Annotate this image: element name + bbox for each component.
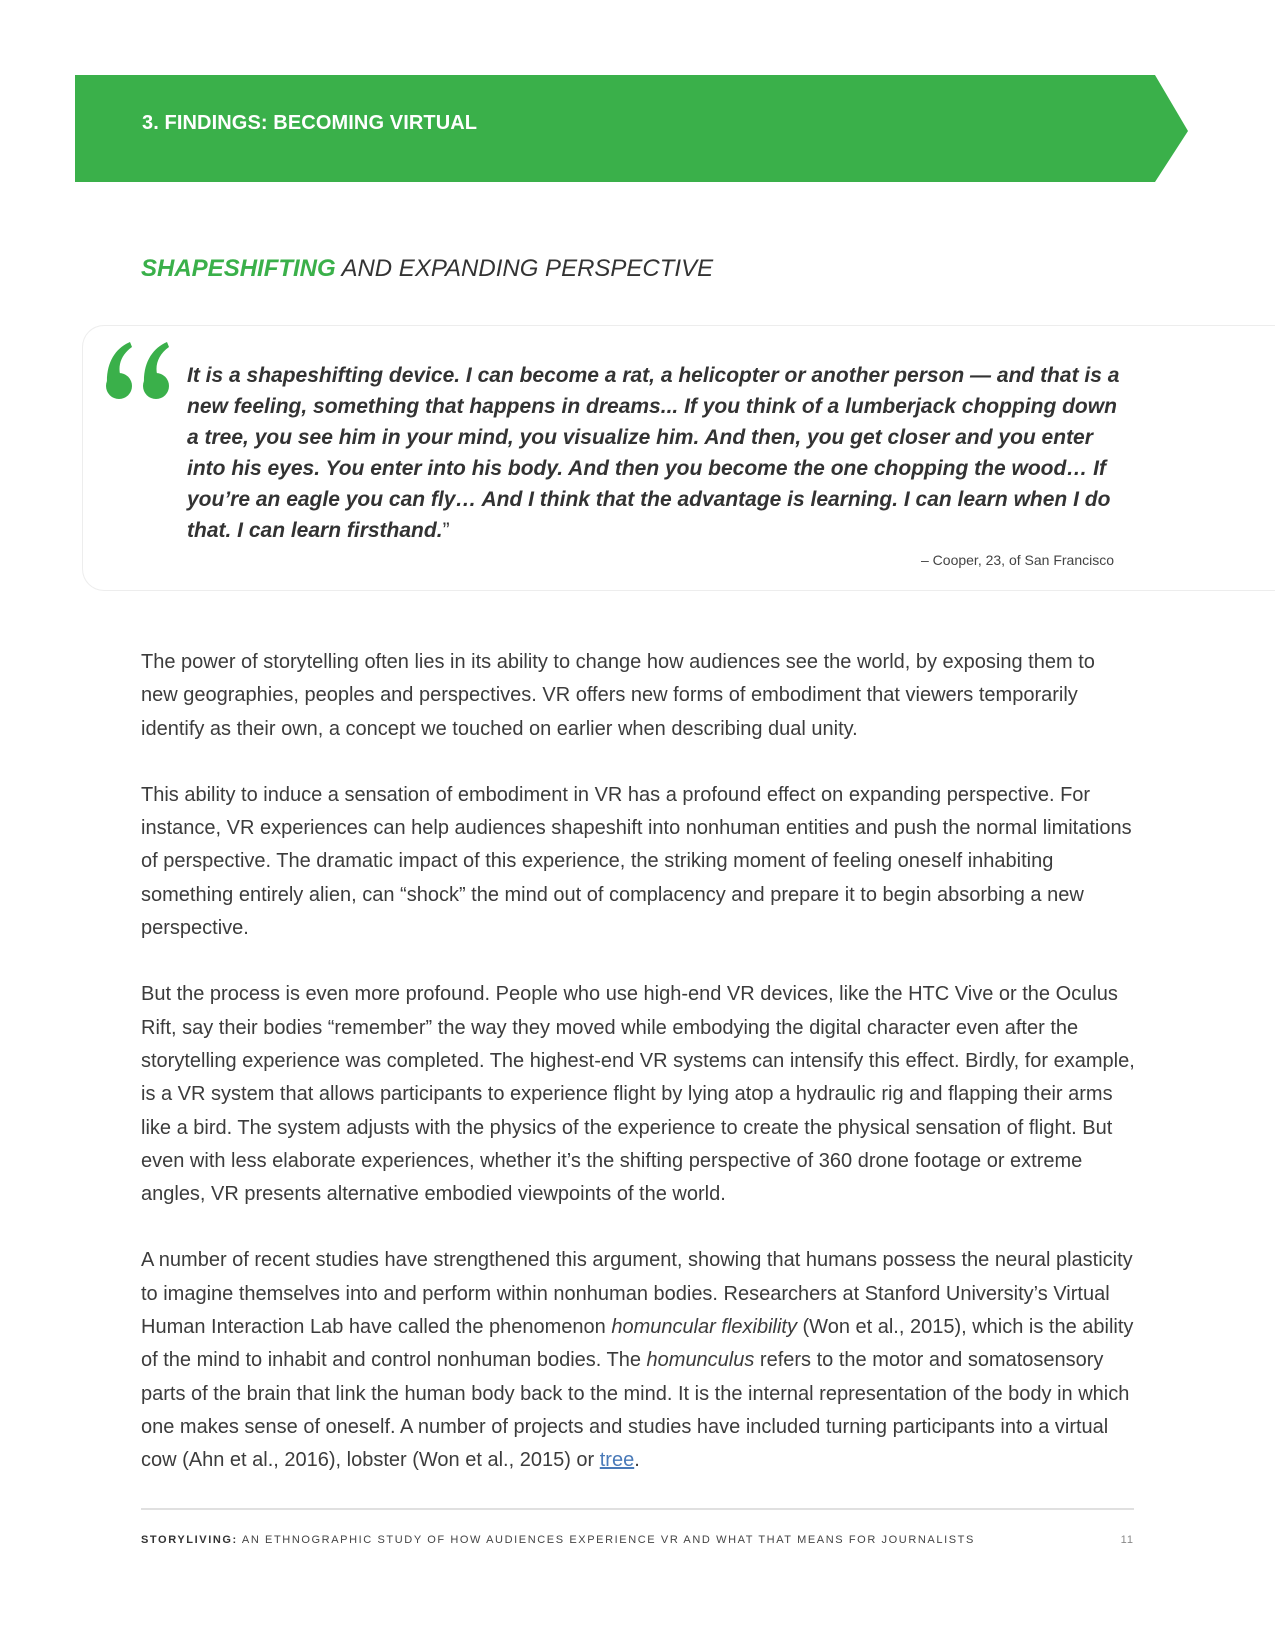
section-heading-rest: AND EXPANDING PERSPECTIVE	[335, 255, 714, 282]
p4-text-a: A number of recent studies have strengthened this argument, showing that humans possess the neural plasticity to imagine themselves into and perform within nonhuman bodies. Researchers at Stanford University’s Virtual Human Interaction Lab have called the phenomenon	[141, 1249, 1133, 1339]
body-paragraph-3: But the process is even more profound. People who use high-end VR devices, like the HTC Vive or the Oculus Rift, say their bodies “remember” the way they moved while embodying the digital character even after the storytelling experience was completed. The highest-end VR systems can intensify this effect. Birdly, for example, is a VR system that allows participants to experience flight by lying atop a hydraulic rig and flapping their arms like a bird. The system adjusts with the physics of the experience to create the physical sensation of flight. But even with less elaborate experiences, whether it’s the shifting perspective of 360 drone footage or extreme angles, VR presents alternative embodied viewpoints of the world.	[141, 983, 1135, 1206]
body-paragraph-1: The power of storytelling often lies in its ability to change how audiences see the world, by exposing them to new geographies, peoples and perspectives. VR offers new forms of embodiment that viewers temporarily identify as their own, a concept we touched on earlier when describing dual unity.	[141, 651, 1095, 740]
body-paragraph-2: This ability to induce a sensation of embodiment in VR has a profound effect on expanding perspective. For instance, VR experiences can help audiences shapeshift into nonhuman entities and push the normal limitations of perspective. The dramatic impact of this experience, the striking moment of feeling oneself inhabiting something entirely alien, can “shock” the mind out of complacency and prepare it to begin absorbing a new perspective.	[141, 783, 1132, 940]
body-content	[141, 646, 1137, 1511]
tree-link[interactable]: tree	[599, 1449, 635, 1472]
footer-divider	[141, 1508, 1134, 1510]
open-quote-icon	[104, 340, 176, 404]
p4-text-c: refers to the motor and somatosensory parts of the brain that link the human body back to the mind. It is the internal representation of the body in which one makes sense of oneself. A number of projects and studies have included turning participants into a virtual cow (Ahn et al., 2016), lobster (Won et al., 2015) or	[141, 1349, 1130, 1472]
footer-running-title	[141, 1534, 975, 1546]
quote-body: It is a shapeshifting device. I can become a rat, a helicopter or another person — and that is a new feeling, something that happens in dreams... If you think of a lumberjack chopping down a tree, you see him in your mind, you visualize him. And then, you get closer and you enter into his eyes. You enter into his body. And then you become the one chopping the wood… If you’re an eagle you can fly… And I think that the advantage is learning. I can learn when I do that. I can learn firsthand.	[187, 364, 1120, 542]
p4-text-end: .	[634, 1449, 640, 1472]
quote-attribution: – Cooper, 23, of San Francisco	[921, 552, 1114, 568]
body-paragraph-4	[141, 1244, 1137, 1477]
section-banner	[75, 75, 1200, 182]
p4-text-b: (Won et al., 2015), which is the ability of the mind to inhabit and control nonhuman bodies. The	[141, 1316, 1134, 1372]
term-homunculus: homunculus	[646, 1349, 755, 1372]
footer-brand: STORYLIVING:	[141, 1534, 238, 1546]
term-homuncular-flexibility: homuncular flexibility	[611, 1316, 797, 1339]
close-quote-mark: ”	[442, 519, 450, 542]
chapter-title: 3. FINDINGS: BECOMING VIRTUAL	[142, 112, 478, 134]
pull-quote-text	[187, 360, 1122, 546]
section-heading	[141, 255, 713, 283]
footer-subtitle: AN ETHNOGRAPHIC STUDY OF HOW AUDIENCES EXPERIENCE VR AND WHAT THAT MEANS FOR JOURNALISTS	[237, 1534, 975, 1546]
page-number: 11	[1120, 1534, 1134, 1546]
section-heading-accent: SHAPESHIFTING	[141, 255, 336, 282]
